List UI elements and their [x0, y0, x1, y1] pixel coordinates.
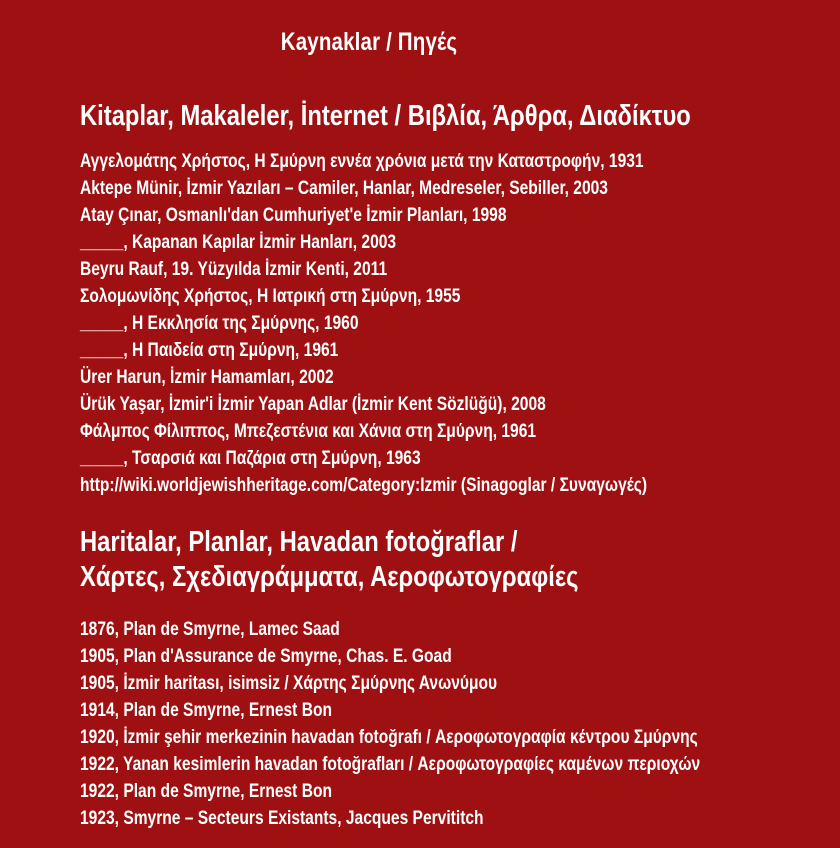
reference-item: Ürük Yaşar, İzmir'i İzmir Yapan Adlar (İzmir Kent Sözlüğü), 2008: [80, 394, 546, 415]
reference-item: Φάλμπος Φίλιππος, Μπεζεστένια και Χάνια στη Σμύρνη, 1961: [80, 421, 537, 442]
reference-item: _____, Η Παιδεία στη Σμύρνη, 1961: [80, 340, 339, 361]
reference-item: Beyru Rauf, 19. Yüzyılda İzmir Kenti, 2011: [80, 259, 388, 280]
maps-plans-section: [80, 526, 818, 848]
section-heading: Haritalar, Planlar, Havadan fotoğraflar /: [80, 526, 518, 558]
reference-list: [80, 148, 818, 499]
books-articles-section: [80, 100, 818, 515]
reference-item: Αγγελομάτης Χρήστος, Η Σμύρνη εννέα χρόνια μετά την Καταστροφήν, 1931: [80, 151, 644, 172]
page-title: Kaynaklar / Πηγές: [280, 28, 458, 56]
map-item: 1905, İzmir haritası, isimsiz / Χάρτης Σμύρνης Ανωνύμου: [80, 673, 498, 694]
map-list: [80, 616, 818, 832]
map-item: 1922, Plan de Smyrne, Ernest Bon: [80, 781, 332, 802]
map-item: 1923, Smyrne – Secteurs Existants, Jacques Pervititch: [80, 808, 484, 829]
section-heading-line-2: Χάρτες, Σχεδιαγράμματα, Αεροφωτογραφίες: [80, 561, 579, 593]
map-item: 1876, Plan de Smyrne, Lamec Saad: [80, 619, 340, 640]
reference-item: Ürer Harun, İzmir Hamamları, 2002: [80, 367, 334, 388]
map-item: 1920, İzmir şehir merkezinin havadan fotoğrafı / Αεροφωτογραφία κέντρου Σμύρνης: [80, 727, 698, 748]
map-item: 1914, Plan de Smyrne, Ernest Bon: [80, 700, 332, 721]
map-item: 1922, Yanan kesimlerin havadan fotoğrafları / Αεροφωτογραφίες καμένων περιοχών: [80, 754, 701, 775]
reference-item: _____, Η Εκκλησία της Σμύρνης, 1960: [80, 313, 359, 334]
reference-link-item: http://wiki.worldjewishheritage.com/Category:Izmir (Sinagoglar / Συναγωγές): [80, 475, 648, 496]
reference-item: Atay Çınar, Osmanlı'dan Cumhuriyet'e İzmir Planları, 1998: [80, 205, 507, 226]
map-item: 1905, Plan d'Assurance de Smyrne, Chas. E. Goad: [80, 646, 452, 667]
reference-item: _____, Kapanan Kapılar İzmir Hanları, 2003: [80, 232, 397, 253]
reference-item: _____, Τσαρσιά και Παζάρια στη Σμύρνη, 1963: [80, 448, 421, 469]
section-heading: Kitaplar, Makaleler, İnternet / Βιβλία, Άρθρα, Διαδίκτυο: [80, 100, 691, 132]
reference-item: Σολομωνίδης Χρήστος, Η Ιατρική στη Σμύρνη, 1955: [80, 286, 461, 307]
reference-item: Aktepe Münir, İzmir Yazıları – Camiler, Hanlar, Medreseler, Sebiller, 2003: [80, 178, 608, 199]
